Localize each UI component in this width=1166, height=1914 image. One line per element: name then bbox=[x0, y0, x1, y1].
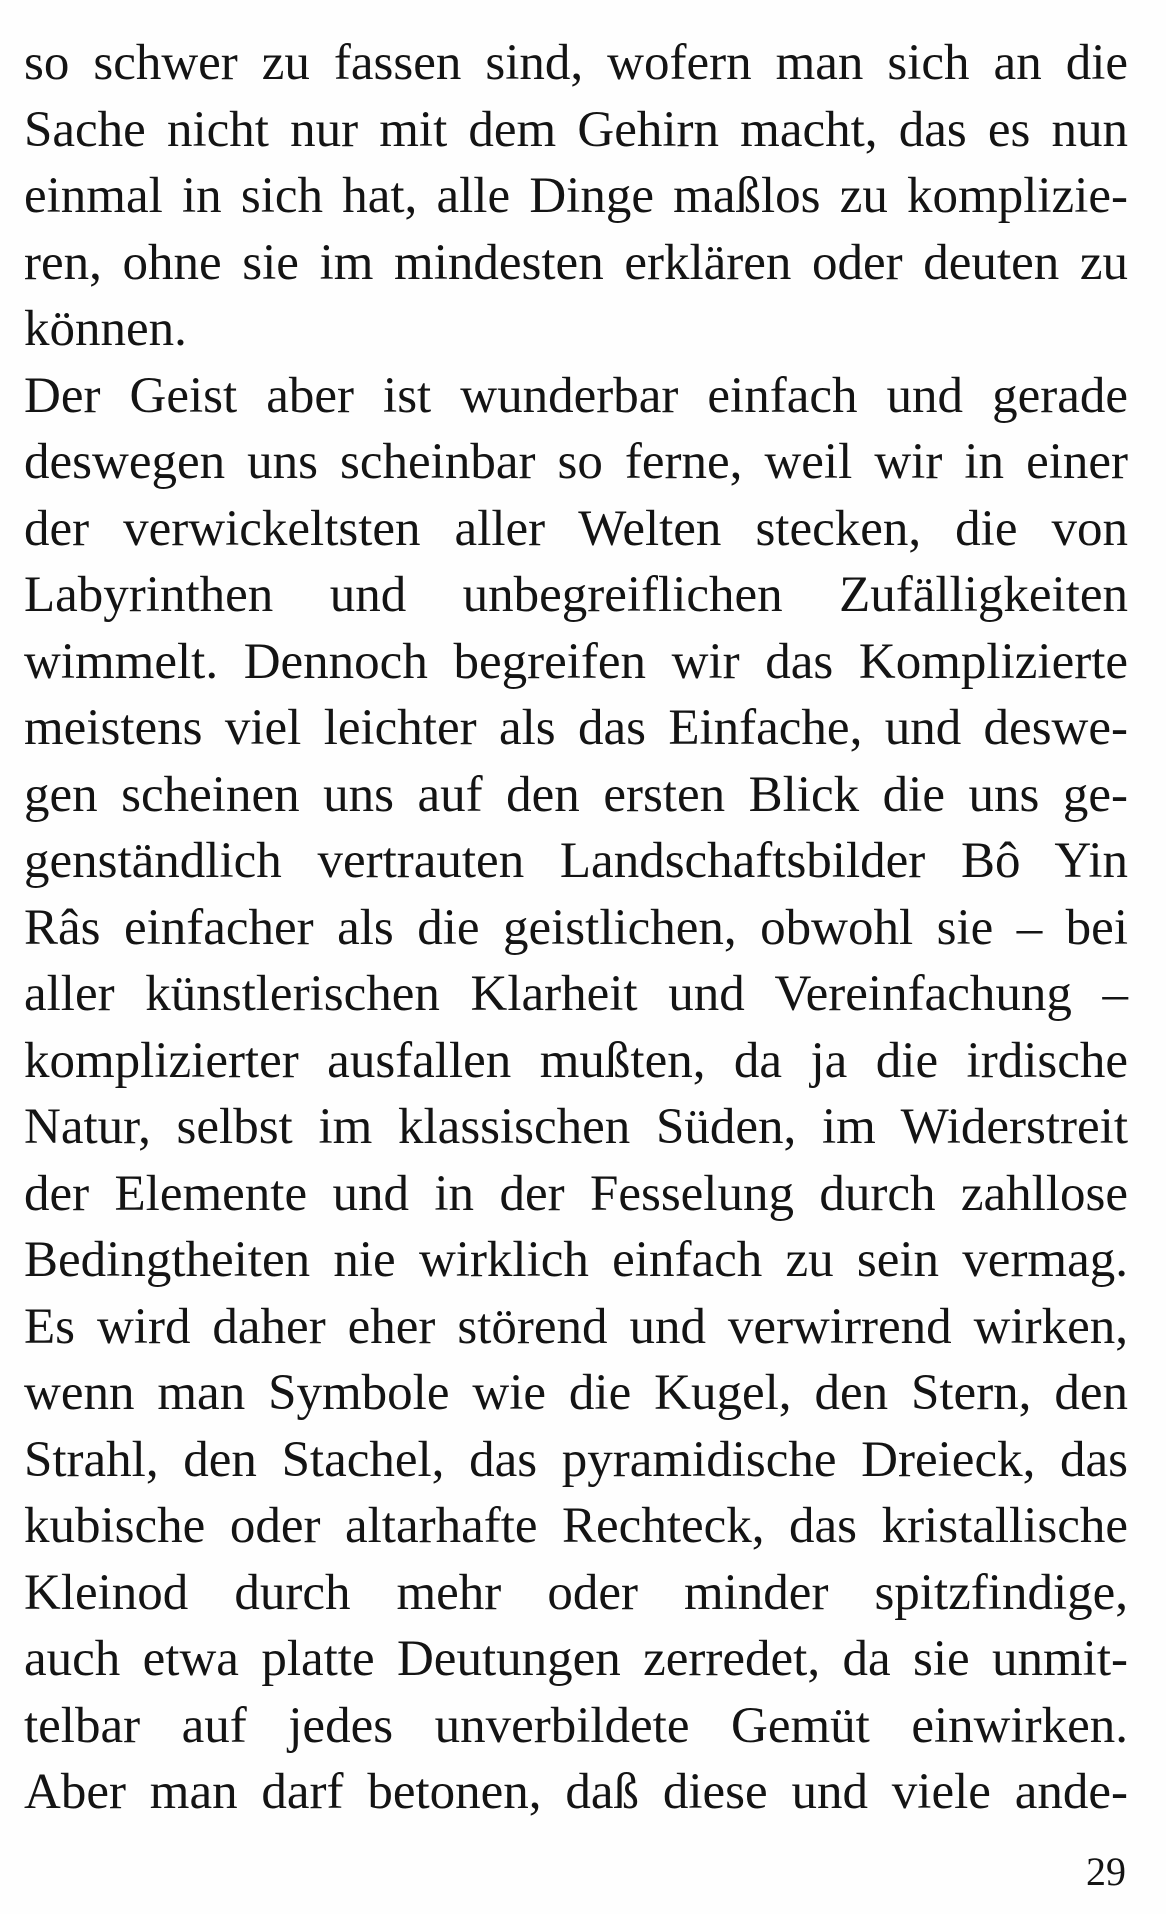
body-text bbox=[24, 30, 1128, 1826]
text-line: der Elemente und in der Fesselung durch zahllose bbox=[24, 1165, 1128, 1222]
text-line: kubische oder altarhafte Rechteck, das kristallische bbox=[24, 1498, 1128, 1554]
text-line: wenn man Symbole wie die Kugel, den Stern, den bbox=[24, 1365, 1128, 1421]
text-line: Labyrinthen und unbegreiflichen Zufälligkeiten bbox=[24, 567, 1128, 623]
text-line: deswegen uns scheinbar so ferne, weil wir in einer bbox=[24, 434, 1128, 490]
text-line: meistens viel leichter als das Einfache, und deswe- bbox=[24, 700, 1128, 756]
text-line: komplizierter ausfallen mußten, da ja die irdische bbox=[24, 1032, 1128, 1089]
paragraph bbox=[24, 363, 1128, 1826]
text-line: einmal in sich hat, alle Dinge maßlos zu komplizie- bbox=[24, 168, 1128, 224]
text-line: Der Geist aber ist wunderbar einfach und gerade bbox=[24, 367, 1128, 424]
text-line: Sache nicht nur mit dem Gehirn macht, das es nun bbox=[24, 101, 1128, 158]
text-line: auch etwa platte Deutungen zerredet, da sie unmit- bbox=[24, 1631, 1128, 1687]
text-line: so schwer zu fassen sind, wofern man sich an die bbox=[24, 35, 1128, 91]
text-line: aller künstlerischen Klarheit und Vereinfachung – bbox=[24, 966, 1128, 1022]
text-line: Bedingtheiten nie wirklich einfach zu sein vermag. bbox=[24, 1232, 1128, 1288]
paragraph bbox=[24, 30, 1128, 363]
text-line: genständlich vertrauten Landschaftsbilder Bô Yin bbox=[24, 833, 1128, 889]
text-line: können. bbox=[24, 301, 187, 357]
text-line: telbar auf jedes unverbildete Gemüt einwirken. bbox=[24, 1697, 1128, 1754]
text-line: Strahl, den Stachel, das pyramidische Dreieck, das bbox=[24, 1431, 1128, 1488]
text-line: Râs einfacher als die geistlichen, obwohl sie – bei bbox=[24, 899, 1128, 956]
text-line: Natur, selbst im klassischen Süden, im Widerstreit bbox=[24, 1099, 1128, 1155]
text-line: wimmelt. Dennoch begreifen wir das Komplizierte bbox=[24, 633, 1128, 690]
text-line: Kleinod durch mehr oder minder spitzfindige, bbox=[24, 1564, 1128, 1621]
page-number: 29 bbox=[1086, 1849, 1126, 1894]
text-line: gen scheinen uns auf den ersten Blick die uns ge- bbox=[24, 766, 1128, 823]
text-line: der verwickeltsten aller Welten stecken, die von bbox=[24, 500, 1128, 557]
text-line: ren, ohne sie im mindesten erklären oder deuten zu bbox=[24, 234, 1128, 291]
text-line: Es wird daher eher störend und verwirrend wirken, bbox=[24, 1298, 1128, 1355]
text-line: Aber man darf betonen, daß diese und viele ande- bbox=[24, 1764, 1128, 1820]
